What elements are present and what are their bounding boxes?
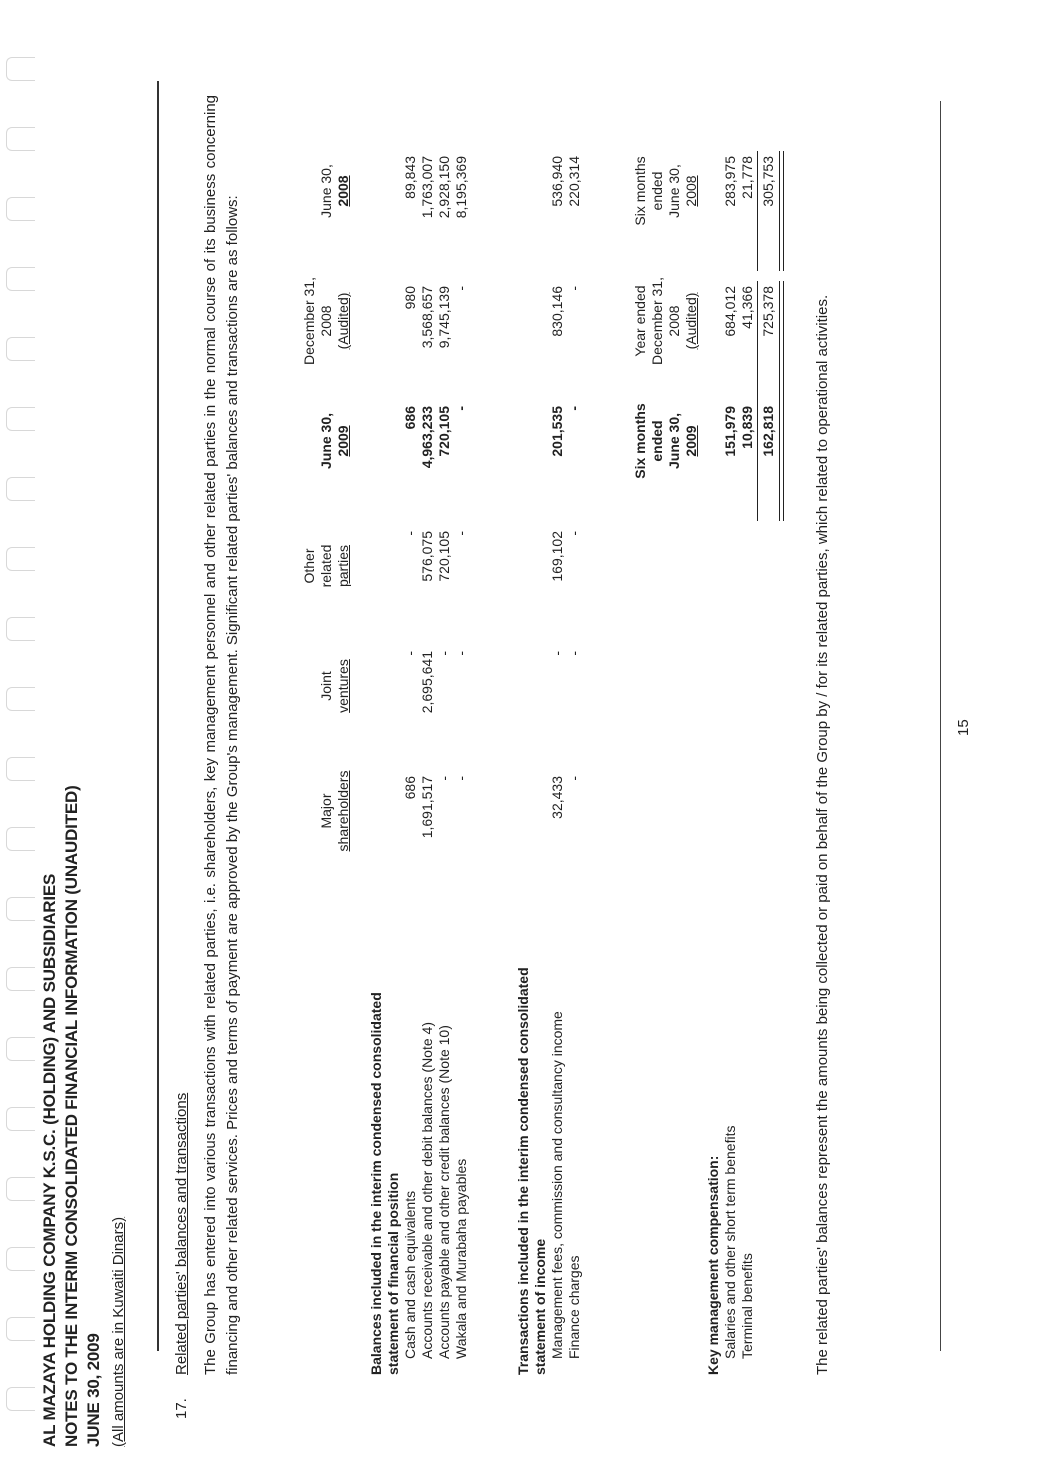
cell-value: 21,778 xyxy=(739,156,755,199)
binder-mark xyxy=(6,1107,35,1131)
cell-value: 720,105 xyxy=(436,406,452,457)
row-label: Cash and cash equivalents xyxy=(402,1190,418,1359)
cell-value: - xyxy=(436,776,452,781)
binder-mark xyxy=(6,1387,35,1411)
intro-paragraph: The Group has entered into various transactions with related parties, i.e. shareholders, key management personnel and other related parties in the normal course of its business concerning financing and other related services. Prices and terms of payment are approved by the Group's management. Significant related parties' balances and transactions are as follows: xyxy=(202,95,241,1375)
cell-value: 686 xyxy=(402,776,418,800)
report-date: JUNE 30, 2009 xyxy=(84,1333,103,1447)
cell-value: - xyxy=(453,776,469,781)
row-label: Accounts payable and other credit balances (Note 10) xyxy=(436,1025,452,1359)
binder-mark xyxy=(6,757,35,781)
subtotal-rule xyxy=(757,401,758,521)
col-december-2008: December 31, 2008 (Audited) xyxy=(301,277,351,365)
binder-mark xyxy=(6,827,35,851)
col-six-months-2009: Six months ended June 30, 2009 xyxy=(632,403,699,479)
cell-value: - xyxy=(549,651,565,656)
cell-value: 89,843 xyxy=(402,156,418,199)
total-value: 725,378 xyxy=(760,286,776,337)
cell-value: 684,012 xyxy=(722,286,738,337)
cell-value: 1,763,007 xyxy=(419,156,435,219)
binder-mark xyxy=(6,267,35,291)
binder-mark xyxy=(6,687,35,711)
row-label: Salaries and other short term benefits xyxy=(722,1125,738,1359)
col-year-ended-2008: Year ended December 31, 2008 (Audited) xyxy=(632,277,699,365)
col-joint-ventures: Joint ventures xyxy=(318,659,351,713)
binder-mark xyxy=(6,1247,35,1271)
col-major-shareholders: Major shareholders xyxy=(318,770,351,852)
cell-value: 576,075 xyxy=(419,531,435,582)
header-rule xyxy=(157,81,159,1351)
total-value: 305,753 xyxy=(760,156,776,207)
currency-note: (All amounts are in Kuwaiti Dinars) xyxy=(110,1216,127,1447)
cell-value: 4,963,233 xyxy=(419,406,435,469)
cell-value: 1,691,517 xyxy=(419,776,435,839)
subtotal-rule xyxy=(757,151,758,271)
cell-value: - xyxy=(453,406,469,411)
cell-value: 8,195,369 xyxy=(453,156,469,219)
cell-value: - xyxy=(453,651,469,656)
cell-value: 283,975 xyxy=(722,156,738,207)
total-value: 162,818 xyxy=(760,406,776,457)
total-double-rule xyxy=(779,151,784,271)
binder-mark xyxy=(6,57,35,81)
row-label: Finance charges xyxy=(566,1255,582,1359)
cell-value: 151,979 xyxy=(722,406,738,457)
cell-value: 3,568,657 xyxy=(419,286,435,349)
footer-rule xyxy=(940,101,941,1351)
page-number: 15 xyxy=(955,719,972,736)
closing-note: The related parties' balances represent the amounts being collected or paid on behalf of the Group by / for its related parties, which related to operational activities. xyxy=(814,294,831,1375)
cell-value: - xyxy=(436,651,452,656)
row-label: Terminal benefits xyxy=(739,1253,755,1359)
binder-mark xyxy=(6,197,35,221)
balances-heading-line2: statement of financial position xyxy=(385,1172,401,1375)
col-six-months-2008: Six months ended June 30, 2008 xyxy=(632,156,699,226)
cell-value: - xyxy=(402,651,418,656)
cell-value: 2,695,641 xyxy=(419,651,435,714)
row-label: Management fees, commission and consultancy income xyxy=(549,1011,565,1359)
binder-mark xyxy=(6,967,35,991)
cell-value: 32,433 xyxy=(549,776,565,819)
cell-value: - xyxy=(566,406,582,411)
cell-value: - xyxy=(453,286,469,291)
cell-value: 536,940 xyxy=(549,156,565,207)
notes-title: NOTES TO THE INTERIM CONSOLIDATED FINANCIAL INFORMATION (UNAUDITED) xyxy=(62,785,81,1447)
binder-mark xyxy=(6,1317,35,1341)
cell-value: - xyxy=(453,531,469,536)
row-label: Accounts receivable and other debit balances (Note 4) xyxy=(419,1022,435,1359)
binder-mark xyxy=(6,127,35,151)
cell-value: 720,105 xyxy=(436,531,452,582)
cell-value: 10,839 xyxy=(739,406,755,449)
cell-value: 41,366 xyxy=(739,286,755,329)
total-double-rule xyxy=(779,281,784,401)
subtotal-rule xyxy=(757,281,758,401)
balances-heading-line1: Balances included in the interim condensed consolidated xyxy=(368,992,384,1375)
binder-mark xyxy=(6,1177,35,1201)
section-title: Related parties' balances and transactions xyxy=(173,1092,190,1375)
col-june-2008: June 30, 2008 xyxy=(318,164,351,218)
binder-mark xyxy=(6,897,35,921)
col-other-related-parties: Other related parties xyxy=(301,544,351,588)
key-management-heading: Key management compensation: xyxy=(705,1155,721,1375)
transactions-heading-line2: statement of income xyxy=(532,1238,548,1375)
row-label: Wakala and Murabaha payables xyxy=(453,1158,469,1359)
section-number: 17. xyxy=(173,1398,190,1419)
binder-mark xyxy=(6,407,35,431)
transactions-heading-line1: Transactions included in the interim condensed consolidated xyxy=(515,967,531,1375)
cell-value: 980 xyxy=(402,286,418,310)
binder-mark xyxy=(6,477,35,501)
cell-value: - xyxy=(402,531,418,536)
cell-value: 201,535 xyxy=(549,406,565,457)
cell-value: 220,314 xyxy=(566,156,582,207)
binder-mark xyxy=(6,617,35,641)
binder-mark xyxy=(6,547,35,571)
cell-value: 9,745,139 xyxy=(436,286,452,349)
cell-value: - xyxy=(566,776,582,781)
col-june-2009: June 30, 2009 xyxy=(318,412,351,470)
cell-value: 169,102 xyxy=(549,531,565,582)
cell-value: 830,146 xyxy=(549,286,565,337)
total-double-rule xyxy=(779,401,784,521)
company-name: AL MAZAYA HOLDING COMPANY K.S.C. (HOLDING) AND SUBSIDIARIES xyxy=(40,873,59,1447)
cell-value: - xyxy=(566,531,582,536)
cell-value: - xyxy=(566,286,582,291)
cell-value: 2,928,150 xyxy=(436,156,452,219)
cell-value: - xyxy=(566,651,582,656)
cell-value: 686 xyxy=(402,406,418,430)
binder-mark xyxy=(6,337,35,361)
binder-mark xyxy=(6,1037,35,1061)
